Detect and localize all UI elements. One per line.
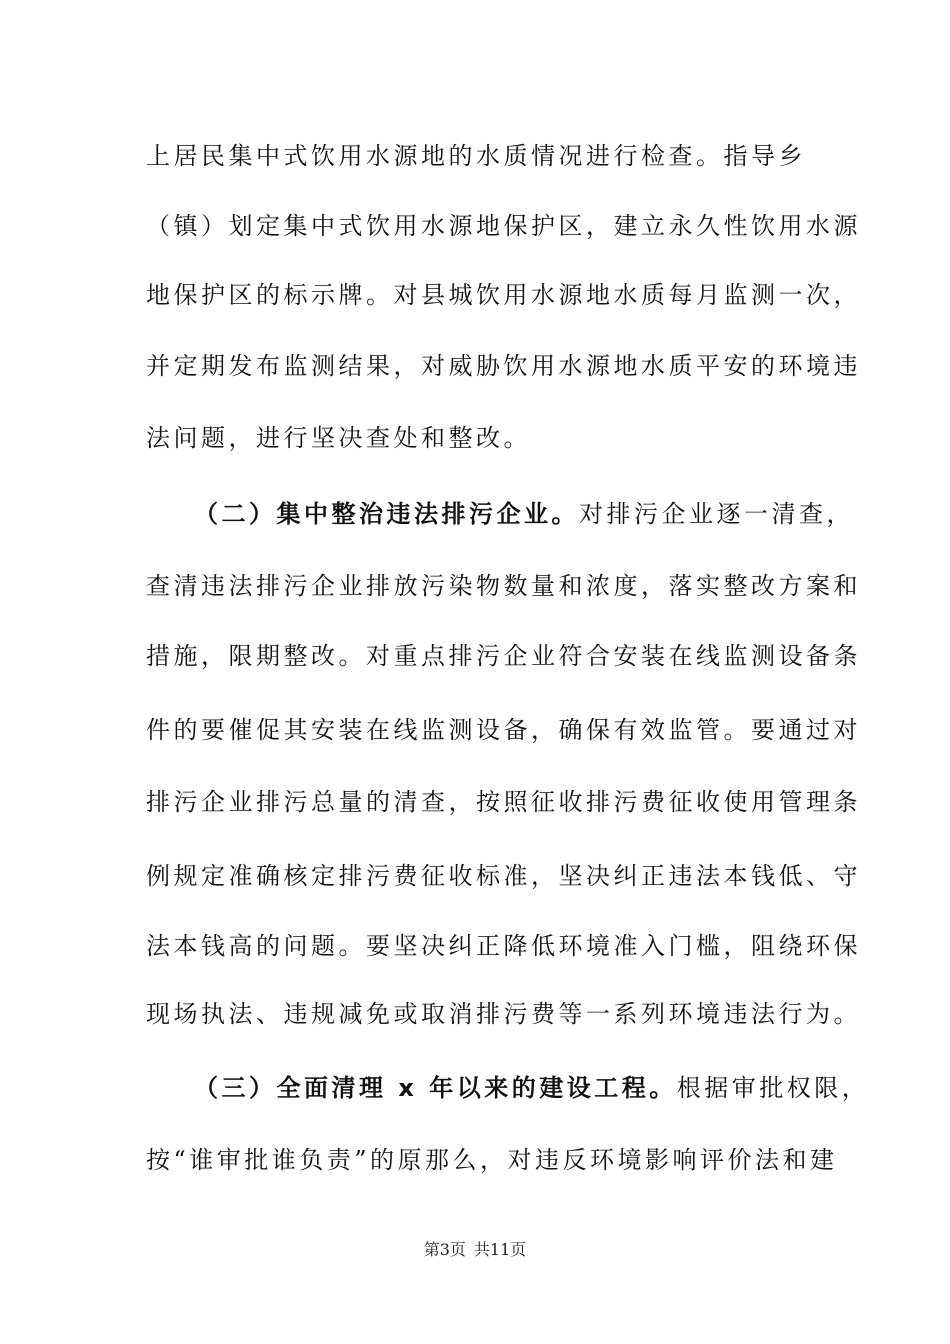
section-3-lead-text: 根据审批权限， [676, 1074, 870, 1102]
page-footer [0, 1238, 950, 1262]
body-line-8: 措施，限期整改。对重点排污企业符合安装在线监测设备条 [146, 642, 861, 670]
body-line-5: 法问题，进行坚决查处和整改。 [146, 424, 531, 452]
body-line-12: 法本钱高的问题。要坚决纠正降低环境准入门槛，阻绕环保 [146, 932, 861, 960]
section-2-heading: （二）集中整治违法排污企业。 [194, 500, 579, 528]
body-line-2: （镇）划定集中式饮用水源地保护区，建立永久性饮用水源 [146, 212, 861, 240]
body-line-13: 现场执法、违规减免或取消排污费等一系列环境违法行为。 [146, 1000, 861, 1028]
body-line-1: 上居民集中式饮用水源地的水质情况进行检查。指导乡 [146, 142, 806, 170]
section-2-lead-text: 对排污企业逐一清查， [579, 500, 854, 528]
section-3-heading: （三）全面清理 x 年以来的建设工程。 [194, 1074, 677, 1102]
body-line-15: 按“谁审批谁负责”的原那么，对违反环境影响评价法和建 [146, 1146, 838, 1174]
body-line-9: 件的要催促其安装在线监测设备，确保有效监管。要通过对 [146, 716, 861, 744]
body-line-11: 例规定准确核定排污费征收标准，坚决纠正违法本钱低、守 [146, 862, 861, 890]
section-3-first-line [194, 1068, 870, 1108]
page-total: 共11页 [473, 1240, 527, 1259]
body-line-3: 地保护区的标示牌。对县城饮用水源地水质每月监测一次， [146, 281, 861, 309]
body-line-7: 查清违法排污企业排放污染物数量和浓度，落实整改方案和 [146, 572, 861, 600]
section-2-first-line [194, 494, 854, 534]
body-line-4: 并定期发布监测结果，对威胁饮用水源地水质平安的环境违 [146, 352, 861, 380]
page-number: 第3页 [423, 1240, 466, 1259]
body-line-10: 排污企业排污总量的清查，按照征收排污费征收使用管理条 [146, 788, 861, 816]
